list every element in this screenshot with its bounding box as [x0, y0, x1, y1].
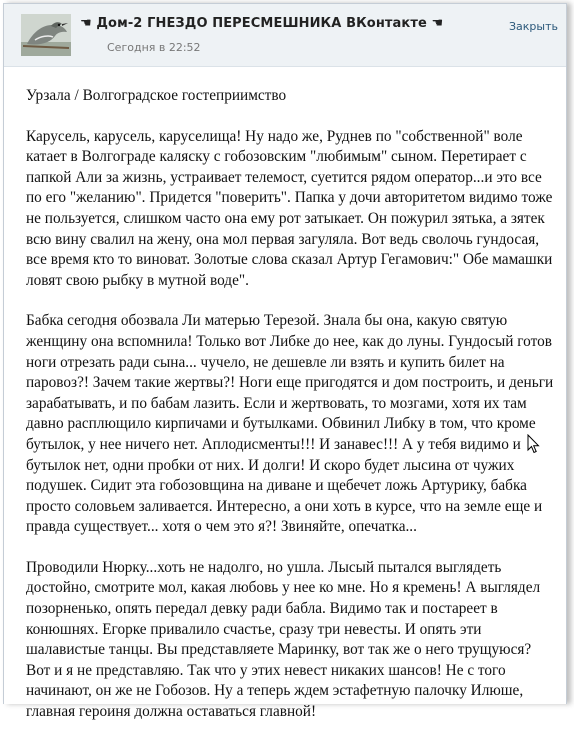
post-paragraph-2: Бабка сегодня обозвала Ли матерью Терезой. Знала бы она, какую святую женщину она вспомнила! Только вот Либке до нее, как до луны. Гундосый готов ноги отрезать ради сына... чучело, не дешевле ли взять и купить билет на паровоз?! Зачем такие жертвы?! Ноги еще пригодятся и дом построить, и деньги зарабатывать, и по бабам лазить. Если и жертвовать, то мозгами, хотя их там давно расплющило кирпичами и бутылками. Обвинил Либку в том, что кроме бутылок, у нее ничего нет. Аплодисменты!!! И занавес!!! А у тебя видимо и бутылок нет, одни пробки от них. И долги! И скоро будет лысина от чужих подушек. Сидит эта гобозовщина на диване и щебечет ложь Артурику, бабка просто соловьем заливается. Интересно, а они хоть в курсе, что на земле еще и правда существует... хотя о чем это я?! Звиняйте, опечатка... — [26, 312, 554, 536]
post-window — [3, 3, 567, 721]
community-avatar[interactable] — [21, 14, 71, 56]
post-body — [26, 86, 558, 743]
post-paragraph-1: Карусель, карусель, каруселища! Ну надо же, Руднев по "собственной" воле катает в Волгограде каляску с гобозовским "любимым" сыном. Перетирает с папкой Али за жизнь, устраивает телемост, суетится рядом оператор...и это все по его "желанию". Придется "поверить". Папка у дочи авторитетом видимо тоже не пользуется, слишком часто она ему рот затыкает. Он пожурил зятька, а зятек всю вину свалил на жену, она мол первая загуляла. Вот ведь сволочь гундосая, все время кто то виноват. Золотые слова сказал Артур Гегамович:" Обе мамашки ловят свою рыбку в мутной воде". — [26, 127, 553, 289]
close-button[interactable]: Закрыть — [509, 20, 558, 33]
mockingbird-avatar-icon — [21, 14, 71, 56]
post-timestamp[interactable]: Сегодня в 22:52 — [107, 41, 201, 54]
post-heading: Урзала / Волгоградское гостеприимство — [26, 87, 287, 104]
community-title[interactable]: ☚ Дом-2 ГНЕЗДО ПЕРЕСМЕШНИКА ВКонтакте ☚ — [80, 16, 444, 31]
post-header — [4, 4, 566, 67]
mouse-pointer-icon — [527, 434, 540, 454]
post-paragraph-3: Проводили Нюрку...хоть не надолго, но ушла. Лысый пытался выглядеть достойно, смотрите мол, какая любовь у нее ко мне. Но я кремень! А выглядел позорненько, опять передал девку ради бабла. Видимо так и постареет в конюшнях. Егорке привалило счастье, сразу три невесты. И опять эти шалавистые танцы. Вы представляете Маринку, вот так же о него трущуюся? Вот и я не представляю. Так что у этих невест никаких шансов! Не с того начинают, он же не Гобозов. Ну а теперь ждем эстафетную палочку Илюше, главная героиня должна оставаться главной! — [26, 558, 541, 721]
